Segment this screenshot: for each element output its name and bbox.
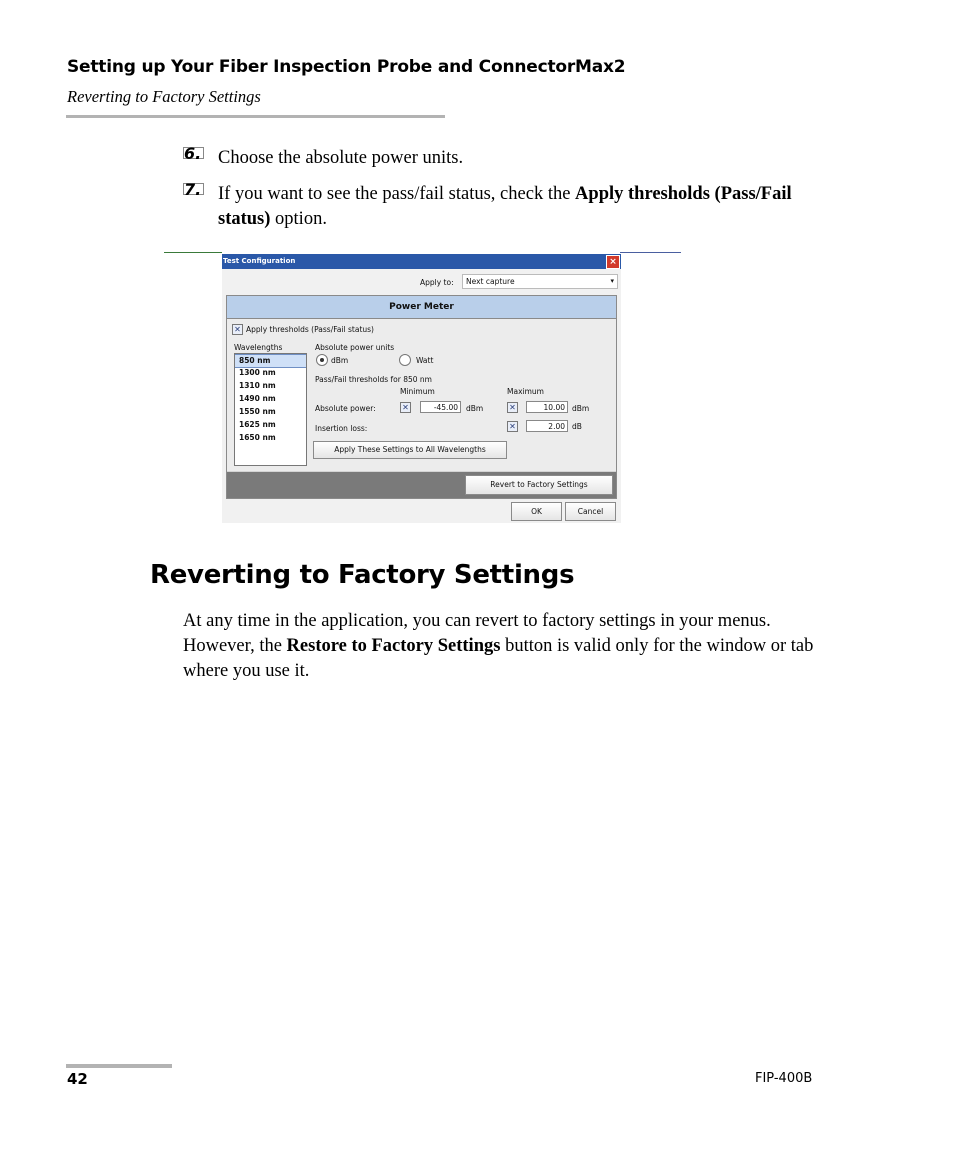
para-end: button is valid only for the window or tab where you use it.: [183, 636, 814, 681]
header-rule: [66, 115, 445, 118]
figure-line-right: [620, 252, 681, 253]
abs-max-unit: dBm: [572, 404, 590, 413]
running-header-subtitle: Reverting to Factory Settings: [67, 87, 261, 106]
il-max-unit: dB: [572, 422, 582, 431]
apply-to-value: Next capture: [466, 277, 515, 286]
close-icon[interactable]: ×: [606, 255, 620, 269]
minimum-label: Minimum: [400, 387, 435, 396]
document-id: FIP-400B: [755, 1071, 813, 1086]
step-number: 7.: [183, 183, 204, 195]
para-start: At any time in the application, you can revert to factory settings in your menus. However, the: [183, 611, 771, 656]
wavelength-item[interactable]: 1300 nm: [239, 368, 276, 377]
wavelength-item[interactable]: 1490 nm: [239, 394, 276, 403]
il-max-input[interactable]: 2.00: [526, 420, 568, 432]
panel-footer: [227, 472, 616, 498]
abs-min-checkbox[interactable]: [400, 402, 411, 413]
power-meter-panel: [226, 295, 617, 499]
section-heading: Reverting to Factory Settings: [150, 560, 575, 590]
check-icon: ✕: [509, 403, 516, 412]
step-text-start: If you want to see the pass/fail status, check the: [218, 184, 576, 204]
insertion-loss-label: Insertion loss:: [315, 424, 368, 433]
apply-to-select[interactable]: [462, 274, 618, 289]
wavelength-item[interactable]: 1310 nm: [239, 381, 276, 390]
thresholds-label: Pass/Fail thresholds for 850 nm: [315, 375, 432, 384]
panel-body: [227, 319, 616, 471]
abs-units-label: Absolute power units: [315, 343, 395, 352]
apply-to-label: Apply to:: [420, 278, 454, 287]
revert-factory-settings-button[interactable]: Revert to Factory Settings: [465, 475, 613, 495]
dbm-radio-label: dBm: [331, 356, 349, 365]
chevron-down-icon: ▾: [610, 277, 614, 285]
wavelength-item[interactable]: 1625 nm: [239, 420, 276, 429]
para-bold: Restore to Factory Settings: [286, 636, 501, 656]
step-text-bold: Apply thresholds (Pass/Fail status): [218, 184, 792, 229]
step-text-end: option.: [270, 209, 327, 229]
section-paragraph: [183, 609, 823, 684]
abs-min-unit: dBm: [466, 404, 484, 413]
step-number: 6.: [183, 147, 204, 159]
apply-thresholds-checkbox[interactable]: [232, 324, 243, 335]
page-number: 42: [67, 1070, 88, 1088]
abs-max-checkbox[interactable]: [507, 402, 518, 413]
ok-button[interactable]: OK: [511, 502, 562, 521]
absolute-power-label: Absolute power:: [315, 404, 376, 413]
dbm-radio[interactable]: [316, 354, 328, 366]
apply-thresholds-label: Apply thresholds (Pass/Fail status): [246, 325, 374, 334]
footer-rule: [66, 1064, 172, 1068]
watt-radio-label: Watt: [416, 356, 434, 365]
apply-all-wavelengths-button[interactable]: Apply These Settings to All Wavelengths: [313, 441, 507, 459]
cancel-button[interactable]: Cancel: [565, 502, 616, 521]
il-max-checkbox[interactable]: [507, 421, 518, 432]
check-icon: ✕: [234, 325, 241, 334]
step-text: [218, 182, 818, 232]
test-configuration-dialog: [222, 254, 621, 523]
check-icon: ✕: [509, 422, 516, 431]
dialog-titlebar: [222, 254, 621, 269]
check-icon: ✕: [402, 403, 409, 412]
step-text: Choose the absolute power units.: [218, 148, 464, 168]
wavelength-item[interactable]: 1650 nm: [239, 433, 276, 442]
figure-line-left: [164, 252, 222, 253]
dialog-title: Test Configuration: [223, 257, 296, 265]
panel-title: Power Meter: [227, 296, 616, 319]
maximum-label: Maximum: [507, 387, 544, 396]
watt-radio[interactable]: [399, 354, 411, 366]
wavelength-item[interactable]: 1550 nm: [239, 407, 276, 416]
wavelength-list[interactable]: [234, 353, 307, 466]
running-header-title: Setting up Your Fiber Inspection Probe and ConnectorMax2: [67, 57, 626, 77]
abs-max-input[interactable]: 10.00: [526, 401, 568, 413]
abs-min-input[interactable]: -45.00: [420, 401, 461, 413]
wavelength-item[interactable]: 850 nm: [235, 354, 306, 368]
wavelengths-label: Wavelengths: [234, 343, 283, 352]
